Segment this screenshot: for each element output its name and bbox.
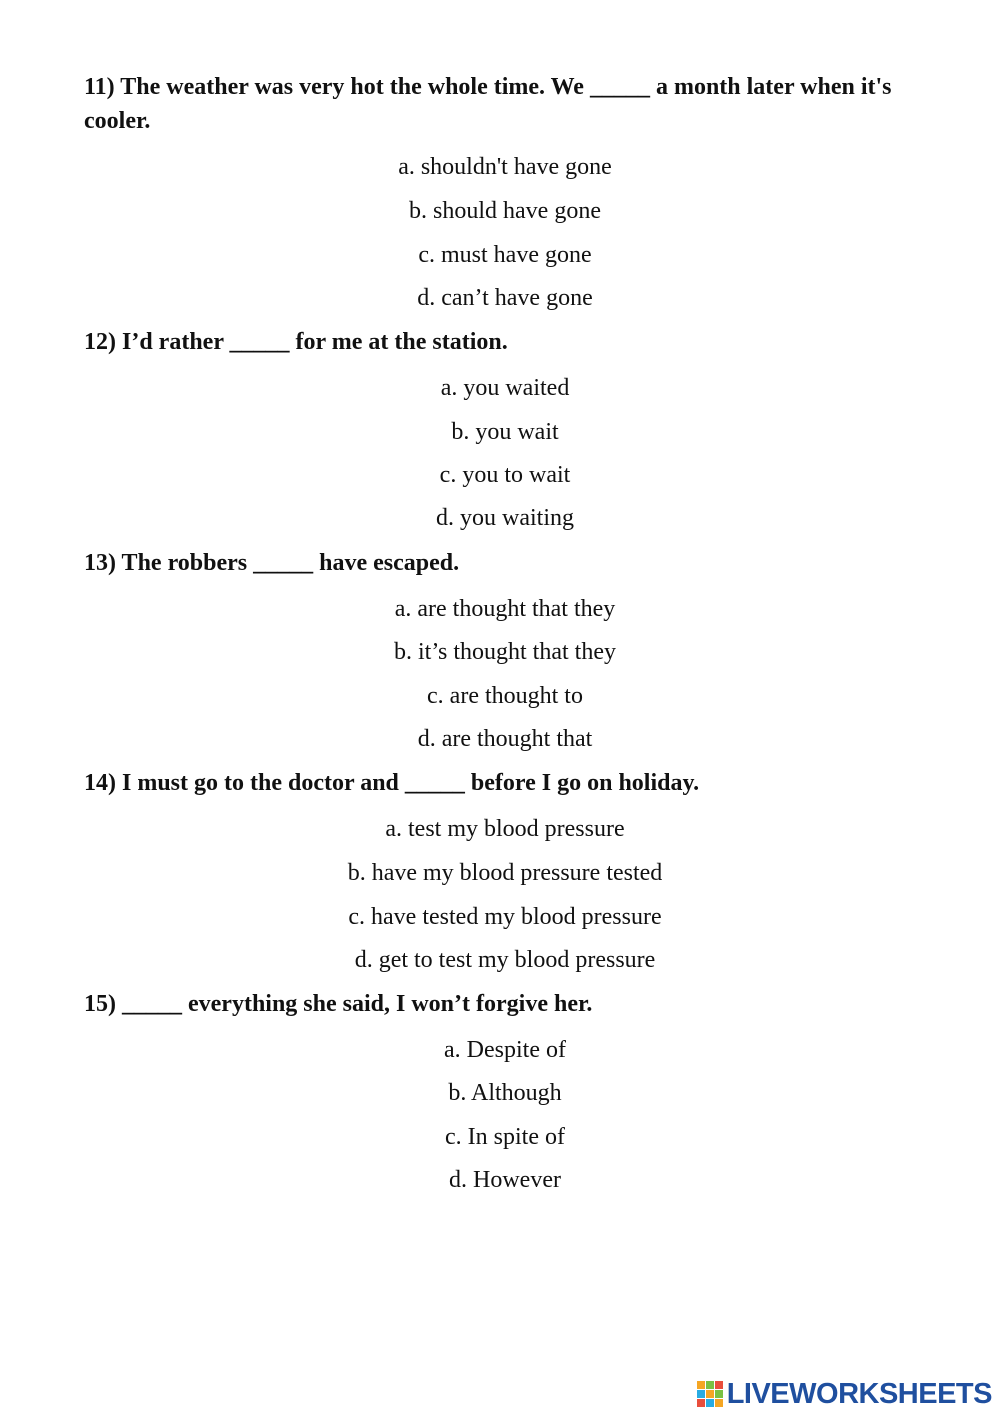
question-13: 13) The robbers _____ have escaped. bbox=[84, 550, 460, 576]
question-14: 14) I must go to the doctor and _____ before I go on holiday. bbox=[84, 770, 700, 796]
q12-option-b[interactable]: b. you wait bbox=[451, 419, 559, 445]
q14-option-a[interactable]: a. test my blood pressure bbox=[385, 816, 625, 842]
question-12: 12) I’d rather _____ for me at the station. bbox=[84, 329, 508, 355]
q13-option-c[interactable]: c. are thought to bbox=[427, 683, 583, 709]
question-15: 15) _____ everything she said, I won’t forgive her. bbox=[84, 991, 593, 1017]
q14-option-c[interactable]: c. have tested my blood pressure bbox=[348, 904, 662, 930]
q12-option-a[interactable]: a. you waited bbox=[440, 375, 570, 401]
q12-option-c[interactable]: c. you to wait bbox=[439, 462, 571, 488]
q13-option-b[interactable]: b. it’s thought that they bbox=[394, 639, 616, 665]
q15-option-d[interactable]: d. However bbox=[449, 1167, 561, 1193]
q15-option-a[interactable]: a. Despite of bbox=[444, 1037, 566, 1063]
q11-option-c[interactable]: c. must have gone bbox=[418, 242, 592, 268]
q14-option-b[interactable]: b. have my blood pressure tested bbox=[347, 860, 663, 886]
q11-option-b[interactable]: b. should have gone bbox=[409, 198, 601, 224]
liveworksheets-logo-icon bbox=[696, 1380, 724, 1408]
q13-option-a[interactable]: a. are thought that they bbox=[394, 596, 616, 622]
q11-option-a[interactable]: a. shouldn't have gone bbox=[398, 154, 612, 180]
brand-name: LIVEWORKSHEETS bbox=[726, 1378, 992, 1410]
q14-option-d[interactable]: d. get to test my blood pressure bbox=[354, 947, 656, 973]
q11-option-d[interactable]: d. can’t have gone bbox=[417, 285, 593, 311]
q13-option-d[interactable]: d. are thought that bbox=[417, 726, 593, 752]
q15-option-b[interactable]: b. Although bbox=[448, 1080, 562, 1106]
liveworksheets-brand bbox=[696, 1378, 992, 1410]
q15-option-c[interactable]: c. In spite of bbox=[445, 1124, 565, 1150]
question-11: 11) The weather was very hot the whole time. We _____ a month later when it's cooler. bbox=[84, 74, 892, 134]
q12-option-d[interactable]: d. you waiting bbox=[436, 505, 574, 531]
